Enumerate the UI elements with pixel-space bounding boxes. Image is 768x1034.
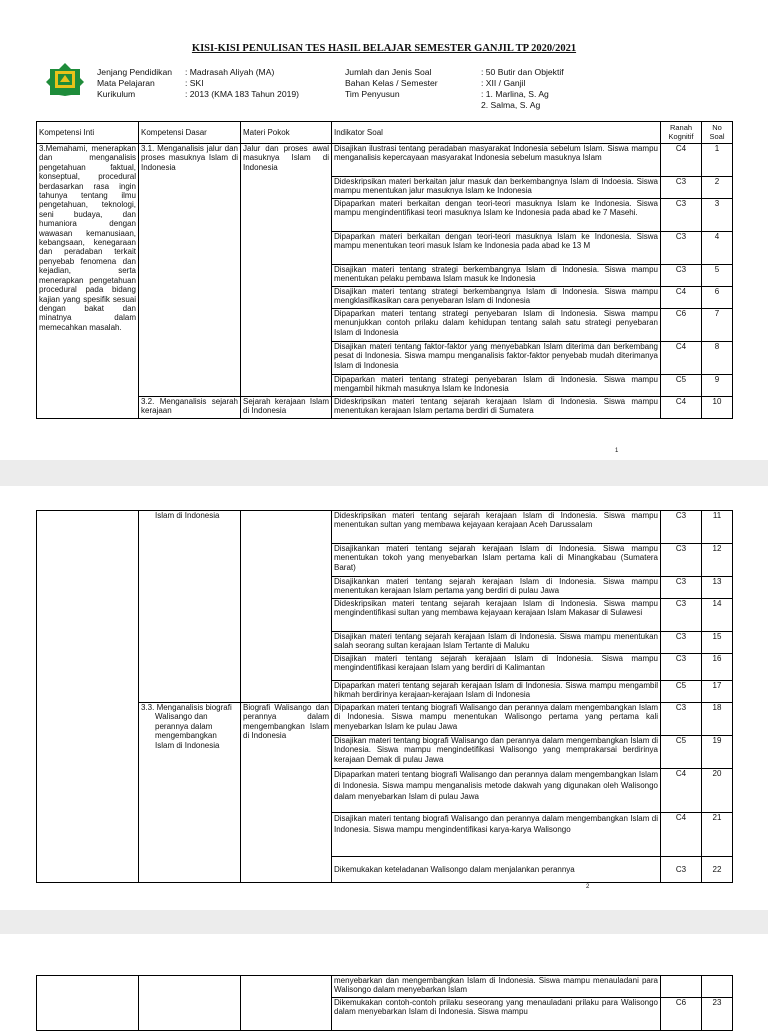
ranah-cell <box>661 976 702 998</box>
meta-label: Jenjang Pendidikan <box>97 67 173 77</box>
ranah-cell: C3 <box>661 232 702 265</box>
ranah-cell: C3 <box>661 177 702 199</box>
no-soal-cell: 9 <box>702 375 733 397</box>
meta-value: : XII / Ganjil <box>481 78 526 88</box>
indikator-cell: Dikemukakan keteladanan Walisongo dalam menjalankan perannya <box>332 857 661 883</box>
indikator-cell: Disajikan materi tentang sejarah kerajaan Islam di Indonesia. Siswa mampu mengindentifikasi kerajaan Islam yang berdiri di Kalimantan <box>332 654 661 681</box>
ranah-cell: C3 <box>661 544 702 577</box>
ranah-cell: C3 <box>661 632 702 654</box>
ranah-cell: C5 <box>661 736 702 769</box>
document-title: KISI-KISI PENULISAN TES HASIL BELAJAR SEMESTER GANJIL TP 2020/2021 <box>191 43 577 54</box>
ranah-cell: C6 <box>661 309 702 342</box>
kompetensi-dasar-cell: 3.1. Menganalisis jalur dan proses masuknya Islam di Indonesia <box>139 144 241 397</box>
document-page-1 <box>0 0 768 460</box>
ranah-cell: C4 <box>661 769 702 813</box>
indikator-cell: Disajikan materi tentang faktor-faktor yang menyebabkan Islam diterima dan berkembang pesat di Indonesia. Siswa mampu menganalisis faktor-faktor penyebab mudah diterimanya Islam di Indonesia <box>332 342 661 375</box>
table-row <box>37 703 733 736</box>
meta-right <box>345 67 564 111</box>
no-soal-cell: 7 <box>702 309 733 342</box>
indikator-cell: Dikemukakan contoh-contoh prilaku seseorang yang menauladani prilaku para Walisongo dalam menyebarkan Islam di Indonesia. Siswa mampu <box>332 998 661 1031</box>
indikator-cell: menyebarkan dan mengembangkan Islam di Indonesia. Siswa mampu menauladani para Walisongo dalam menyebarkan Islam <box>332 976 661 998</box>
indikator-cell: Disajikankan materi tentang sejarah kerajaan Islam di Indonesia. Siswa mampu menentukan kerajaan Islam pertama yang berdiri di pulau Jawa <box>332 577 661 599</box>
meta-label: Kurikulum <box>97 89 136 99</box>
meta-value: : 2013 (KMA 183 Tahun 2019) <box>185 89 300 99</box>
materi-pokok-cell: Jalur dan proses awal masuknya Islam di Indonesia <box>241 144 332 397</box>
kompetensi-inti-cell <box>37 511 139 883</box>
ranah-cell: C4 <box>661 813 702 857</box>
no-soal-cell: 6 <box>702 287 733 309</box>
no-soal-cell: 23 <box>702 998 733 1031</box>
document-page-3 <box>0 934 768 1034</box>
ranah-cell: C3 <box>661 577 702 599</box>
ranah-cell: C4 <box>661 397 702 419</box>
meta-value: : 50 Butir dan Objektif <box>481 67 564 77</box>
ranah-cell: C4 <box>661 342 702 375</box>
no-soal-cell: 15 <box>702 632 733 654</box>
meta-value: : 1. Marlina, S. Ag <box>481 89 549 99</box>
ranah-cell: C3 <box>661 599 702 632</box>
header-no-soal: No Soal <box>702 122 733 144</box>
indikator-cell: Dideskripsikan materi berkaitan jalur masuk dan berkembangnya Islam di Indoesia. Siswa mampu menentukan jalur masuknya Islam ke Indonesia <box>332 177 661 199</box>
madrasah-logo-icon <box>46 62 84 96</box>
no-soal-cell: 4 <box>702 232 733 265</box>
kompetensi-dasar-cell: 3.3. Menganalisis biografi Walisango dan perannya dalam mengembangkan Islam di Indonesia <box>139 703 241 883</box>
table-header-row <box>37 122 733 144</box>
table-row <box>37 511 733 544</box>
indikator-cell: Dipaparkan materi tentang sejarah kerajaan Islam di Indonesia. Siswa mampu mengambil hikmah berdirinya kerajaan-kerajaan Islam di Indonesia <box>332 681 661 703</box>
indikator-cell: Disajikan ilustrasi tentang peradaban masyarakat Indonesia sebelum Islam. Siswa mampu menganalisis kepercayaan masyarakat Indonesia sebelum masuknya Islam <box>332 144 661 177</box>
ranah-cell: C6 <box>661 998 702 1031</box>
indikator-cell: Dideskripsikan materi tentang sejarah kerajaan Islam di Indonesia. Siswa mampu menentukan sultan yang membawa kejayaan kerajaan Aceh Darussalam <box>332 511 661 544</box>
kisi-table-page-1 <box>36 121 733 419</box>
no-soal-cell: 10 <box>702 397 733 419</box>
no-soal-cell: 13 <box>702 577 733 599</box>
indikator-cell: Disajikan materi tentang biografi Walisango dan perannya dalam mengembangkan Islam di Indonesia. Siswa mampu mengindentifikasi karya-karya Walisongo <box>332 813 661 857</box>
meta-left <box>97 67 299 100</box>
indikator-cell: Disajikan materi tentang strategi berkembangnya Islam di Indonesia. Siswa mampu menentukan pelaku pembawa Islam masuk ke Indonesia <box>332 265 661 287</box>
kompetensi-inti-cell: 3.Memahami, menerapkan dan menganalisis pengetahuan faktual, konseptual, procedural berdasarkan rasa ingin tahunya tentang ilmu pengetahuan, teknologi, seni budaya, dan humaniora dengan wawasan kemanusiaan, kebangsaan, kenegaraan dan peradaban terkait penyebab fenomena dan kejadian, serta menerapkan pengetahuan procedural pada bidang kajian yang spesifik sesuai dengan bakat dan minatnya dalam memecahkan masalah. <box>37 144 139 419</box>
indikator-cell: Dipaparkan materi berkaitan dengan teori-teori masuknya Islam ke Indonesia. Siswa mampu menentukan teori masuk Islam ke Indonesia pada abad ke 13 M <box>332 232 661 265</box>
ranah-cell: C5 <box>661 681 702 703</box>
meta-value: 2. Salma, S. Ag <box>481 100 541 110</box>
header-ranah-kognitif: Ranah Kognitif <box>661 122 702 144</box>
no-soal-cell <box>702 976 733 998</box>
no-soal-cell: 12 <box>702 544 733 577</box>
header-indikator-soal: Indikator Soal <box>332 122 661 144</box>
no-soal-cell: 2 <box>702 177 733 199</box>
ranah-cell: C4 <box>661 144 702 177</box>
table-row <box>37 144 733 177</box>
materi-pokok-cell: Sejarah kerajaan Islam di Indonesia <box>241 397 332 419</box>
no-soal-cell: 11 <box>702 511 733 544</box>
ranah-cell: C3 <box>661 857 702 883</box>
indikator-cell: Dideskripsikan materi tentang sejarah kerajaan Islam di Indonesia. Siswa mampu mengindentifikasi sultan yang membawa kejayaan kerajaan Islam Makasar di Sulawesi <box>332 599 661 632</box>
no-soal-cell: 3 <box>702 199 733 232</box>
header-kompetensi-inti: Kompetensi Inti <box>37 122 139 144</box>
ranah-cell: C3 <box>661 199 702 232</box>
meta-label: Jumlah dan Jenis Soal <box>345 67 432 77</box>
page-number: 2 <box>586 884 590 890</box>
header-kompetensi-dasar: Kompetensi Dasar <box>139 122 241 144</box>
kisi-table-page-3 <box>36 975 733 1031</box>
indikator-cell: Dipaparkan materi berkaitan dengan teori-teori masuknya Islam ke Indonesia. Siswa mampu mengindentifikasi teori masuknya Islam ke Indonesia pada abad ke 7 Masehi. <box>332 199 661 232</box>
ranah-cell: C4 <box>661 287 702 309</box>
meta-label: Bahan Kelas / Semester <box>345 78 438 88</box>
materi-pokok-cell: Biografi Walisango dan perannya dalam mengembangkan Islam di Indonesia <box>241 703 332 883</box>
no-soal-cell: 17 <box>702 681 733 703</box>
no-soal-cell: 5 <box>702 265 733 287</box>
indikator-cell: Disajikankan materi tentang sejarah kerajaan Islam di Indonesia. Siswa mampu menentukan tokoh yang menyebarkan Islam pertama kali di Minangkabau (Sumatera Barat) <box>332 544 661 577</box>
meta-value: : SKI <box>185 78 204 88</box>
materi-pokok-cell <box>241 511 332 703</box>
table-row <box>37 397 733 419</box>
no-soal-cell: 16 <box>702 654 733 681</box>
meta-label: Mata Pelajaran <box>97 78 155 88</box>
kompetensi-dasar-cell: Islam di Indonesia <box>139 511 241 703</box>
document-page-2 <box>0 486 768 910</box>
no-soal-cell: 1 <box>702 144 733 177</box>
kisi-table-page-2 <box>36 510 733 883</box>
indikator-cell: Dipaparkan materi tentang biografi Walisango dan perannya dalam mengembangkan Islam di Indonesia. Siswa mampu menentukan Walisongo pertama yang pertama kali menyebarkan Islam ke pulau Jawa <box>332 703 661 736</box>
no-soal-cell: 22 <box>702 857 733 883</box>
indikator-cell: Disajikan materi tentang sejarah kerajaan Islam di Indonesia. Siswa mampu menentukan salah seorang sultan kerajaan Islam Tertante di Maluku <box>332 632 661 654</box>
no-soal-cell: 14 <box>702 599 733 632</box>
materi-pokok-cell <box>241 976 332 1031</box>
table-row <box>37 976 733 998</box>
ranah-cell: C3 <box>661 703 702 736</box>
no-soal-cell: 8 <box>702 342 733 375</box>
header-materi-pokok: Materi Pokok <box>241 122 332 144</box>
meta-label: Tim Penyusun <box>345 89 400 99</box>
kompetensi-inti-cell <box>37 976 139 1031</box>
no-soal-cell: 19 <box>702 736 733 769</box>
ranah-cell: C3 <box>661 511 702 544</box>
kompetensi-dasar-cell <box>139 976 241 1031</box>
no-soal-cell: 18 <box>702 703 733 736</box>
no-soal-cell: 21 <box>702 813 733 857</box>
ranah-cell: C3 <box>661 654 702 681</box>
indikator-cell: Dideskripsikan materi tentang sejarah kerajaan Islam di Indonesia. Siswa mampu menentukan kerajaan Islam pertama berdiri di Sumatera <box>332 397 661 419</box>
indikator-cell: Dipaparkan materi tentang biografi Walisango dan perannya dalam mengembangkan Islam di Indonesia. Siswa mampu menganalisis metode dakwah yang digunakan oleh Walisongo dalam menyebarkan Islam di pulau Jawa <box>332 769 661 813</box>
no-soal-cell: 20 <box>702 769 733 813</box>
page-number: 1 <box>615 448 619 454</box>
indikator-cell: Disajikan materi tentang biografi Walisango dan perannya dalam mengembangkan Islam di Indonesia. Siswa mampu mengindetifikasi Walisongo yang memprakarsai berdirinya kerajaan Demak di pulau Jawa <box>332 736 661 769</box>
ranah-cell: C3 <box>661 265 702 287</box>
kompetensi-dasar-cell: 3.2. Menganalisis sejarah kerajaan <box>139 397 241 419</box>
indikator-cell: Dipaparkan materi tentang strategi penyebaran Islam di Indonesia. Siswa mampu mengambil hikmah masuknya Islam ke Indonesia <box>332 375 661 397</box>
ranah-cell: C5 <box>661 375 702 397</box>
meta-value: : Madrasah Aliyah (MA) <box>185 67 275 77</box>
indikator-cell: Disajikan materi tentang strategi berkembangnya Islam di Indonesia. Siswa mampu mengklasifikasikan cara penyebaran Islam di Indonesia <box>332 287 661 309</box>
indikator-cell: Dipaparkan materi tentang strategi penyebaran Islam di Indonesia. Siswa mampu menunjukkan contoh prilaku dalam kehidupan tentang salah satu strategi penyebaran Islam di Indonesia <box>332 309 661 342</box>
